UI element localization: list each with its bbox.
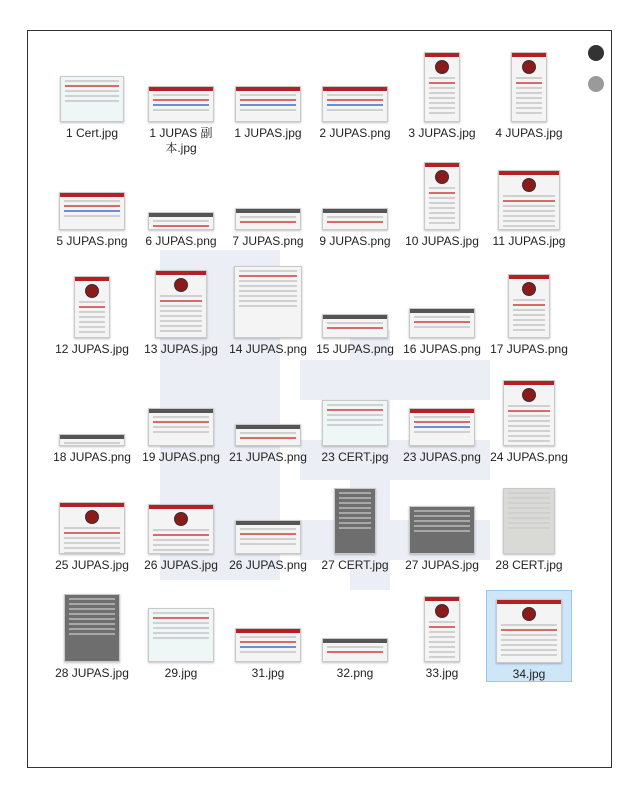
file-thumbnail[interactable] <box>334 488 376 554</box>
file-item[interactable] <box>486 482 572 573</box>
file-item[interactable] <box>486 50 572 141</box>
file-item[interactable] <box>486 374 572 465</box>
file-name-label: 5 JUPAS.png <box>56 234 128 248</box>
file-item[interactable] <box>399 266 485 357</box>
file-thumbnail[interactable] <box>235 86 301 122</box>
file-name-label: 17 JUPAS.png <box>490 342 568 356</box>
file-thumbnail[interactable] <box>503 488 555 554</box>
file-thumbnail[interactable] <box>496 599 562 663</box>
file-item[interactable] <box>49 158 135 249</box>
file-thumbnail[interactable] <box>148 504 214 554</box>
file-thumbnail[interactable] <box>503 380 555 446</box>
file-name-label: 15 JUPAS.png <box>316 342 394 356</box>
file-name-label: 26 JUPAS.jpg <box>144 558 218 572</box>
file-item[interactable] <box>225 374 311 465</box>
file-name-label: 27 JUPAS.jpg <box>405 558 479 572</box>
file-item[interactable] <box>312 158 398 249</box>
file-item[interactable] <box>312 374 398 465</box>
file-name-label: 24 JUPAS.png <box>490 450 568 464</box>
file-name-label: 23 CERT.jpg <box>321 450 389 464</box>
file-name-label: 28 CERT.jpg <box>495 558 563 572</box>
file-thumbnail[interactable] <box>322 208 388 230</box>
file-name-label: 23 JUPAS.png <box>403 450 481 464</box>
file-name-label: 27 CERT.jpg <box>321 558 389 572</box>
file-name-label: 4 JUPAS.jpg <box>495 126 563 140</box>
file-item[interactable] <box>49 374 135 465</box>
file-name-label: 12 JUPAS.jpg <box>55 342 129 356</box>
file-name-label: 32.png <box>336 666 374 680</box>
file-thumbnail[interactable] <box>148 212 214 230</box>
file-thumbnail[interactable] <box>60 76 124 122</box>
file-item[interactable] <box>399 158 485 249</box>
file-item[interactable] <box>312 266 398 357</box>
file-thumbnail[interactable] <box>322 314 388 338</box>
file-item[interactable] <box>49 590 135 681</box>
file-thumbnail[interactable] <box>148 86 214 122</box>
file-item[interactable] <box>399 482 485 573</box>
file-name-label: 13 JUPAS.jpg <box>144 342 218 356</box>
file-thumbnail[interactable] <box>409 308 475 338</box>
file-item[interactable] <box>138 374 224 465</box>
file-name-label: 2 JUPAS.png <box>319 126 391 140</box>
dark-dot-icon <box>588 45 604 61</box>
file-thumbnail[interactable] <box>409 408 475 446</box>
file-thumbnail[interactable] <box>409 506 475 554</box>
file-item[interactable] <box>138 158 224 249</box>
file-thumbnail[interactable] <box>234 266 302 338</box>
file-item[interactable] <box>138 50 224 156</box>
file-thumbnail[interactable] <box>148 608 214 662</box>
file-item[interactable] <box>486 590 572 682</box>
file-item[interactable] <box>312 50 398 141</box>
file-item[interactable] <box>486 266 572 357</box>
file-item[interactable] <box>312 590 398 681</box>
file-thumbnail[interactable] <box>59 434 125 446</box>
file-item[interactable] <box>399 50 485 141</box>
file-thumbnail[interactable] <box>424 596 460 662</box>
file-thumbnail[interactable] <box>508 274 550 338</box>
file-name-label: 28 JUPAS.jpg <box>55 666 129 680</box>
file-thumbnail[interactable] <box>148 408 214 446</box>
file-name-label: 11 JUPAS.jpg <box>492 234 566 248</box>
file-thumbnail[interactable] <box>235 208 301 230</box>
file-thumbnail[interactable] <box>64 594 120 662</box>
file-item[interactable] <box>49 50 135 141</box>
file-thumbnail[interactable] <box>235 628 301 662</box>
file-thumbnail[interactable] <box>322 400 388 446</box>
file-item[interactable] <box>486 158 572 249</box>
file-item[interactable] <box>49 482 135 573</box>
file-item[interactable] <box>225 266 311 357</box>
file-item[interactable] <box>138 266 224 357</box>
file-thumbnail[interactable] <box>322 86 388 122</box>
file-name-label: 31.jpg <box>251 666 285 680</box>
file-name-label: 33.jpg <box>425 666 459 680</box>
file-thumbnail[interactable] <box>155 270 207 338</box>
file-name-label: 14 JUPAS.png <box>229 342 307 356</box>
file-name-label: 6 JUPAS.png <box>145 234 217 248</box>
file-item[interactable] <box>138 482 224 573</box>
file-item[interactable] <box>225 590 311 681</box>
file-name-label: 29.jpg <box>164 666 198 680</box>
file-thumbnail[interactable] <box>74 276 110 338</box>
file-thumbnail[interactable] <box>511 52 547 122</box>
file-thumbnail[interactable] <box>235 424 301 446</box>
file-item[interactable] <box>225 482 311 573</box>
file-name-label: 9 JUPAS.png <box>319 234 391 248</box>
file-name-label: 16 JUPAS.png <box>403 342 481 356</box>
file-name-label: 1 Cert.jpg <box>65 126 119 140</box>
file-thumbnail[interactable] <box>424 162 460 230</box>
file-thumbnail[interactable] <box>322 638 388 662</box>
file-item[interactable] <box>312 482 398 573</box>
file-item[interactable] <box>138 590 224 681</box>
file-thumbnail[interactable] <box>498 170 560 230</box>
file-name-label: 3 JUPAS.jpg <box>408 126 476 140</box>
file-name-label: 7 JUPAS.png <box>232 234 304 248</box>
file-name-label: 26 JUPAS.png <box>229 558 307 572</box>
file-thumbnail[interactable] <box>59 502 125 554</box>
file-thumbnail[interactable] <box>59 192 125 230</box>
file-item[interactable] <box>225 50 311 141</box>
file-name-label: 10 JUPAS.jpg <box>405 234 479 248</box>
file-item[interactable] <box>399 590 485 681</box>
file-name-label: 1 JUPAS 副本.jpg <box>149 126 213 155</box>
file-name-label: 18 JUPAS.png <box>53 450 131 464</box>
file-item[interactable] <box>49 266 135 357</box>
file-thumbnail[interactable] <box>424 52 460 122</box>
file-item[interactable] <box>225 158 311 249</box>
grey-dot-icon <box>588 76 604 92</box>
file-name-label: 34.jpg <box>512 667 546 681</box>
file-thumbnail[interactable] <box>235 520 301 554</box>
file-name-label: 21 JUPAS.png <box>229 450 307 464</box>
file-name-label: 19 JUPAS.png <box>142 450 220 464</box>
file-name-label: 25 JUPAS.jpg <box>55 558 129 572</box>
file-item[interactable] <box>399 374 485 465</box>
file-name-label: 1 JUPAS.jpg <box>234 126 302 140</box>
